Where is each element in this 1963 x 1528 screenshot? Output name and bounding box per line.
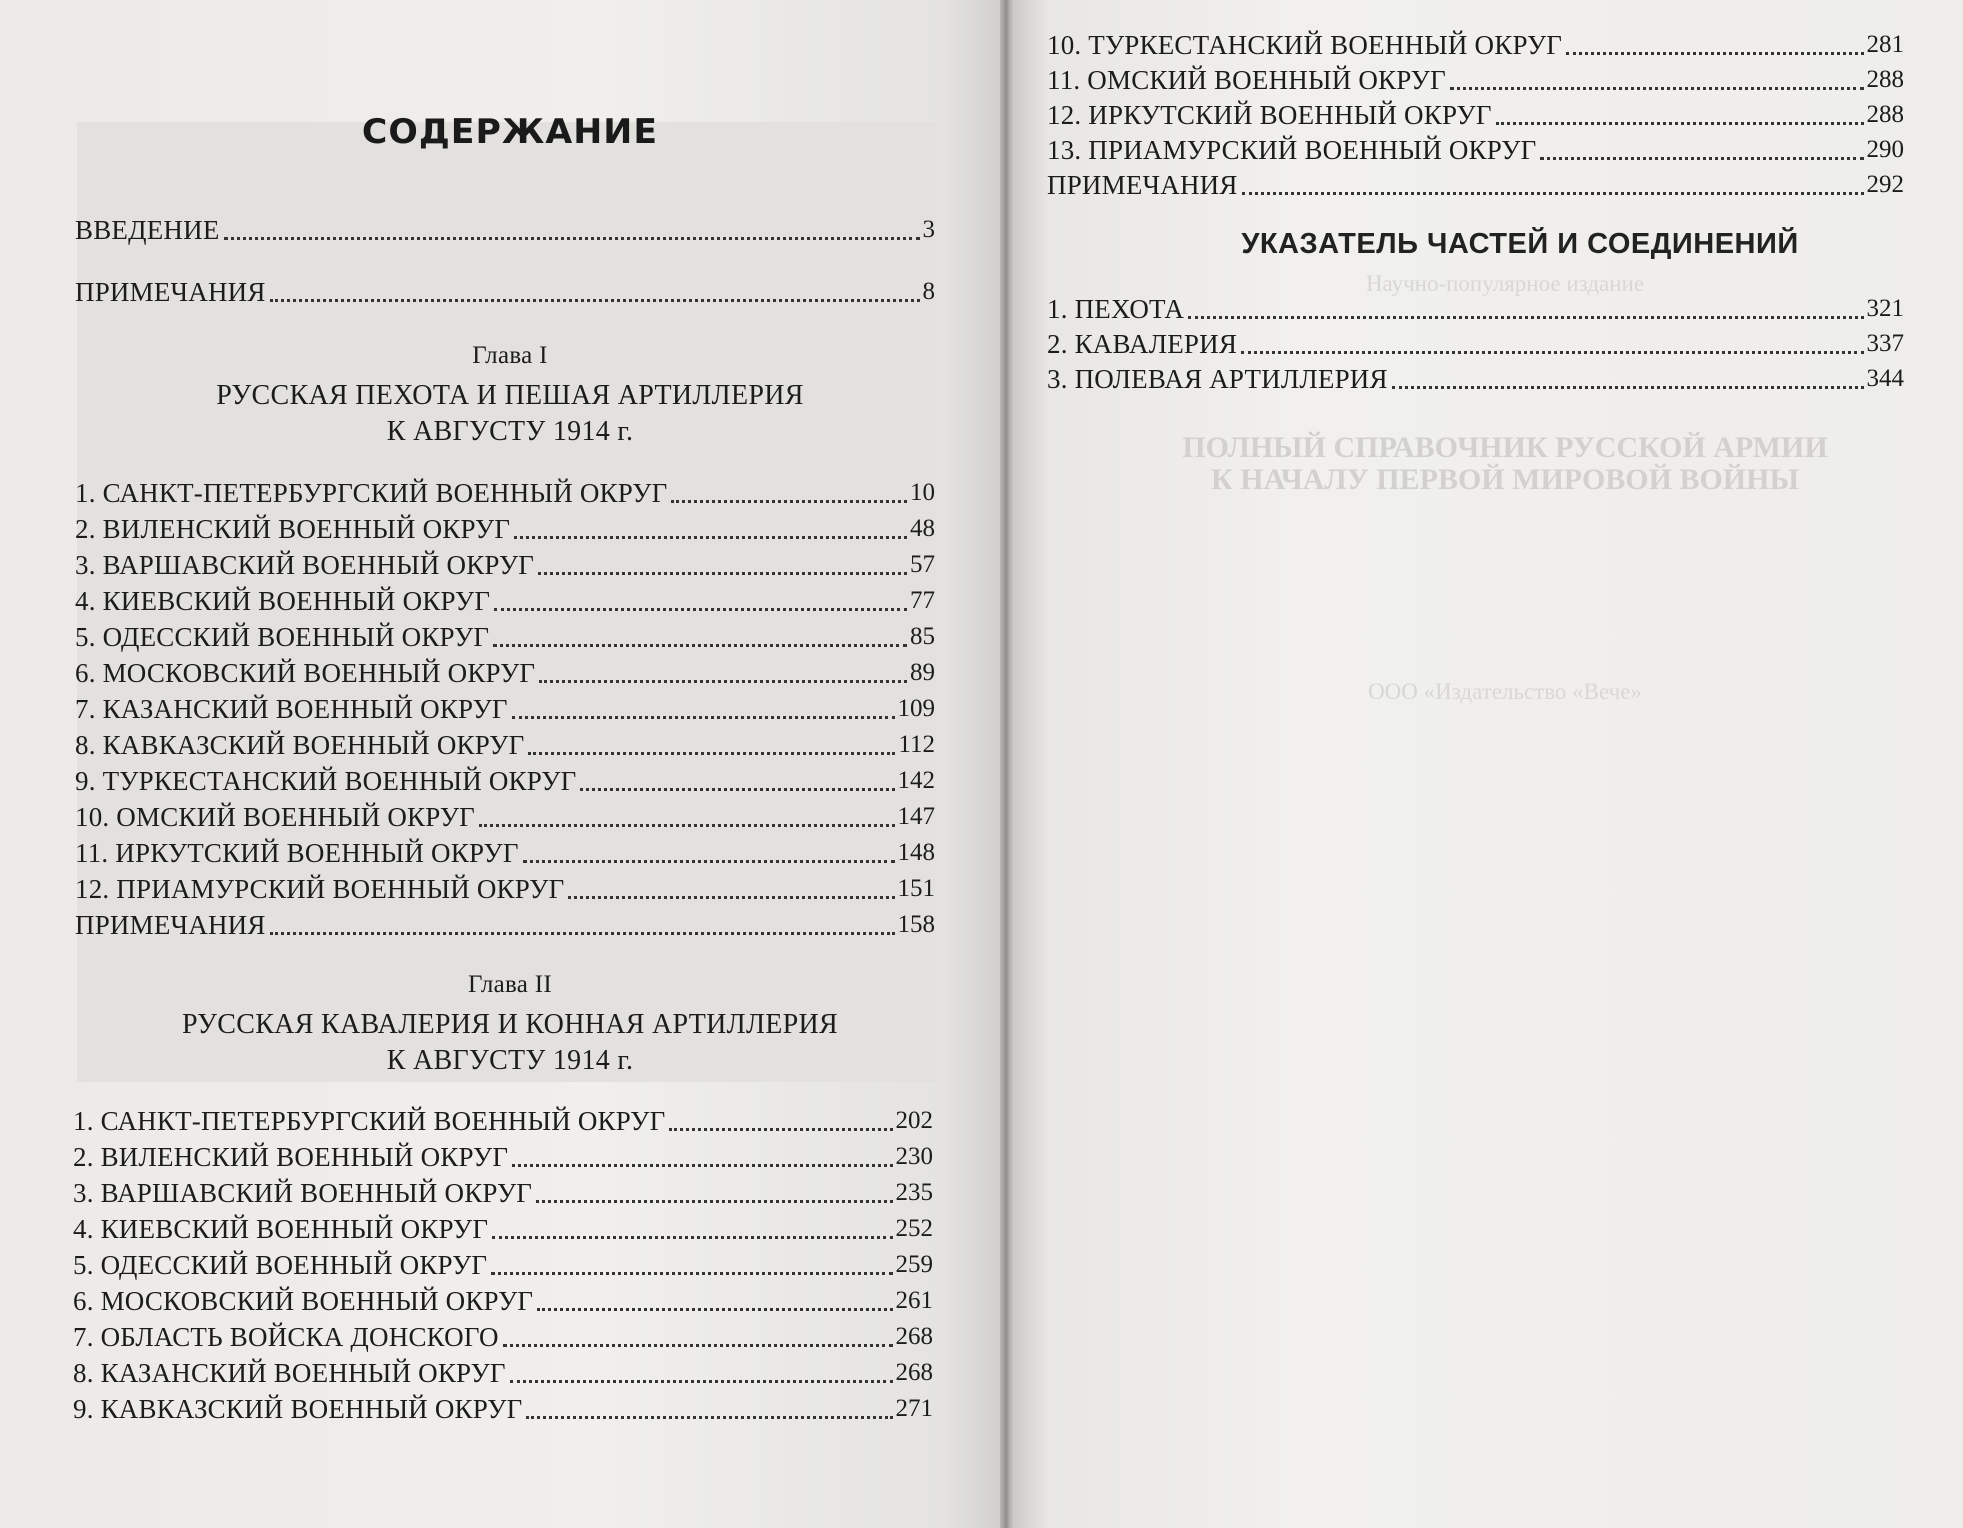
entry-page: 290 — [1866, 136, 1904, 163]
entry-label: 3. ВАРШАВСКИЙ ВОЕННЫЙ ОКРУГ — [73, 1178, 533, 1208]
entry-page: 288 — [1866, 66, 1904, 93]
entry-label: 8. КАЗАНСКИЙ ВОЕННЫЙ ОКРУГ — [73, 1358, 506, 1388]
entry-label: 6. МОСКОВСКИЙ ВОЕННЫЙ ОКРУГ — [75, 658, 536, 688]
entry-label: 8. КАВКАЗСКИЙ ВОЕННЫЙ ОКРУГ — [75, 730, 525, 760]
chapter-title-line2: К АВГУСТУ 1914 г. — [386, 416, 634, 447]
toc-entry — [75, 694, 935, 724]
chapter-title-line1: РУССКАЯ КАВАЛЕРИЯ И КОННАЯ АРТИЛЛЕРИЯ — [181, 1009, 839, 1040]
toc-entry — [1047, 30, 1904, 60]
entry-page: 344 — [1866, 365, 1904, 392]
toc-entry — [75, 874, 935, 904]
ghost-line: ПОЛНЫЙ СПРАВОЧНИК РУССКОЙ АРМИИ — [1182, 431, 1828, 464]
show-through-text — [1095, 432, 1915, 496]
entry-label: ВВЕДЕНИЕ — [75, 215, 220, 245]
toc-title: СОДЕРЖАНИЕ — [361, 112, 659, 152]
entry-page: 259 — [895, 1251, 933, 1278]
chapter-label: Глава I — [472, 342, 548, 369]
entry-page: 321 — [1866, 295, 1904, 322]
entry-label: 9. ТУРКЕСТАНСКИЙ ВОЕННЫЙ ОКРУГ — [75, 766, 577, 796]
leader-dots — [492, 1236, 892, 1239]
entry-label: 10. ТУРКЕСТАНСКИЙ ВОЕННЫЙ ОКРУГ — [1047, 30, 1563, 60]
toc-entry — [73, 1394, 933, 1424]
entry-label: ПРИМЕЧАНИЯ — [1047, 170, 1238, 200]
entry-label: 6. МОСКОВСКИЙ ВОЕННЫЙ ОКРУГ — [73, 1286, 534, 1316]
entry-label: 3. ВАРШАВСКИЙ ВОЕННЫЙ ОКРУГ — [75, 550, 535, 580]
entry-label: 11. ИРКУТСКИЙ ВОЕННЫЙ ОКРУГ — [75, 838, 519, 868]
entry-label: 4. КИЕВСКИЙ ВОЕННЫЙ ОКРУГ — [75, 586, 491, 616]
leader-dots — [538, 572, 907, 575]
toc-entry — [75, 838, 935, 868]
toc-entry — [73, 1322, 933, 1352]
leader-dots — [523, 860, 895, 863]
toc-entry — [75, 478, 935, 508]
leader-dots — [526, 1416, 892, 1419]
entry-page: 158 — [897, 911, 935, 938]
index-entry — [1047, 294, 1904, 324]
entry-page: 57 — [910, 551, 935, 578]
entry-page: 3 — [922, 216, 935, 243]
entry-label: 7. ОБЛАСТЬ ВОЙСКА ДОНСКОГО — [73, 1322, 499, 1352]
leader-dots — [1450, 87, 1864, 90]
entry-page: 151 — [897, 875, 935, 902]
toc-entry — [75, 586, 935, 616]
toc-entry — [75, 802, 935, 832]
leader-dots — [270, 932, 895, 935]
entry-page: 252 — [895, 1215, 933, 1242]
toc-entry — [73, 1250, 933, 1280]
toc-entry — [1047, 170, 1904, 200]
toc-entry — [1047, 65, 1904, 95]
leader-dots — [493, 644, 907, 647]
entry-page: 337 — [1866, 330, 1904, 357]
entry-page: 147 — [897, 803, 935, 830]
chapter-title-line1: РУССКАЯ ПЕХОТА И ПЕШАЯ АРТИЛЛЕРИЯ — [216, 380, 804, 411]
ghost-line: К НАЧАЛУ ПЕРВОЙ МИРОВОЙ ВОЙНЫ — [1211, 463, 1799, 496]
leader-dots — [514, 536, 907, 539]
entry-label: 2. ВИЛЕНСКИЙ ВОЕННЫЙ ОКРУГ — [73, 1142, 509, 1172]
leader-dots — [671, 500, 907, 503]
entry-page: 142 — [897, 767, 935, 794]
entry-page: 202 — [895, 1107, 933, 1134]
leader-dots — [1242, 192, 1864, 195]
leader-dots — [1566, 52, 1863, 55]
chapter-title-line2: К АВГУСТУ 1914 г. — [386, 1045, 634, 1076]
entry-page: 89 — [910, 659, 935, 686]
leader-dots — [503, 1344, 893, 1347]
leader-dots — [1188, 316, 1863, 319]
leader-dots — [1392, 386, 1864, 389]
entry-page: 268 — [895, 1323, 933, 1350]
toc-entry — [75, 622, 935, 652]
toc-entry — [75, 514, 935, 544]
entry-page: 48 — [910, 515, 935, 542]
show-through-text — [1095, 676, 1915, 708]
toc-entry — [73, 1358, 933, 1388]
entry-page: 281 — [1866, 31, 1904, 58]
toc-entry — [73, 1214, 933, 1244]
leader-dots — [479, 824, 895, 827]
entry-page: 271 — [895, 1395, 933, 1422]
leader-dots — [528, 752, 895, 755]
leader-dots — [512, 716, 895, 719]
entry-page: 230 — [895, 1143, 933, 1170]
entry-label: 13. ПРИАМУРСКИЙ ВОЕННЫЙ ОКРУГ — [1047, 135, 1537, 165]
toc-entry — [75, 658, 935, 688]
leader-dots — [539, 680, 907, 683]
entry-label: 1. САНКТ-ПЕТЕРБУРГСКИЙ ВОЕННЫЙ ОКРУГ — [73, 1106, 666, 1136]
leader-dots — [669, 1128, 892, 1131]
entry-label: 4. КИЕВСКИЙ ВОЕННЫЙ ОКРУГ — [73, 1214, 489, 1244]
ghost-line: ООО «Издательство «Вече» — [1368, 679, 1642, 704]
toc-entry — [73, 1142, 933, 1172]
leader-dots — [1540, 157, 1863, 160]
chapter-label: Глава II — [467, 971, 553, 998]
index-entry — [1047, 329, 1904, 359]
leader-dots — [510, 1380, 893, 1383]
leader-dots — [270, 299, 920, 302]
toc-entry — [75, 910, 935, 940]
leader-dots — [512, 1164, 892, 1167]
leader-dots — [224, 237, 920, 240]
entry-label: 7. КАЗАНСКИЙ ВОЕННЫЙ ОКРУГ — [75, 694, 508, 724]
leader-dots — [568, 896, 894, 899]
entry-label: 9. КАВКАЗСКИЙ ВОЕННЫЙ ОКРУГ — [73, 1394, 523, 1424]
entry-page: 77 — [910, 587, 935, 614]
chapter-1-heading — [150, 338, 870, 450]
chapter-2-heading — [110, 967, 910, 1079]
entry-page: 292 — [1866, 171, 1904, 198]
toc-entry — [1047, 135, 1904, 165]
index-entry — [1047, 364, 1904, 394]
entry-label: 10. ОМСКИЙ ВОЕННЫЙ ОКРУГ — [75, 802, 475, 832]
entry-label: ПРИМЕЧАНИЯ — [75, 277, 266, 307]
toc-entry — [75, 550, 935, 580]
toc-entry — [75, 730, 935, 760]
entry-label: 5. ОДЕССКИЙ ВОЕННЫЙ ОКРУГ — [73, 1250, 488, 1280]
entry-label: 1. ПЕХОТА — [1047, 294, 1185, 324]
entry-page: 8 — [922, 278, 935, 305]
entry-label: 1. САНКТ-ПЕТЕРБУРГСКИЙ ВОЕННЫЙ ОКРУГ — [75, 478, 668, 508]
entry-label: 12. ПРИАМУРСКИЙ ВОЕННЫЙ ОКРУГ — [75, 874, 565, 904]
entry-label: 12. ИРКУТСКИЙ ВОЕННЫЙ ОКРУГ — [1047, 100, 1492, 130]
entry-page: 261 — [895, 1287, 933, 1314]
toc-entry-intro — [75, 215, 935, 245]
entry-label: 2. ВИЛЕНСКИЙ ВОЕННЫЙ ОКРУГ — [75, 514, 511, 544]
leader-dots — [491, 1272, 892, 1275]
book-gutter — [1000, 0, 1014, 1528]
entry-page: 288 — [1866, 101, 1904, 128]
entry-label: 2. КАВАЛЕРИЯ — [1047, 329, 1238, 359]
leader-dots — [1496, 122, 1864, 125]
entry-page: 235 — [895, 1179, 933, 1206]
entry-label: 11. ОМСКИЙ ВОЕННЫЙ ОКРУГ — [1047, 65, 1446, 95]
leader-dots — [1241, 351, 1863, 354]
entry-page: 10 — [910, 479, 935, 506]
entry-page: 85 — [910, 623, 935, 650]
entry-page: 148 — [897, 839, 935, 866]
ghost-line: Научно-популярное издание — [1365, 271, 1645, 296]
entry-page: 109 — [897, 695, 935, 722]
toc-entry — [73, 1106, 933, 1136]
leader-dots — [494, 608, 907, 611]
entry-page: 268 — [895, 1359, 933, 1386]
entry-label: 3. ПОЛЕВАЯ АРТИЛЛЕРИЯ — [1047, 364, 1388, 394]
toc-entry — [75, 766, 935, 796]
entry-label: 5. ОДЕССКИЙ ВОЕННЫЙ ОКРУГ — [75, 622, 490, 652]
leader-dots — [537, 1308, 892, 1311]
leader-dots — [536, 1200, 892, 1203]
entry-page: 112 — [898, 731, 935, 758]
toc-entry-notes — [75, 277, 935, 307]
entry-label: ПРИМЕЧАНИЯ — [75, 910, 266, 940]
toc-entry — [1047, 100, 1904, 130]
toc-entry — [73, 1178, 933, 1208]
toc-entry — [73, 1286, 933, 1316]
leader-dots — [580, 788, 894, 791]
index-section-title: УКАЗАТЕЛЬ ЧАСТЕЙ И СОЕДИНЕНИЙ — [1241, 228, 1799, 260]
